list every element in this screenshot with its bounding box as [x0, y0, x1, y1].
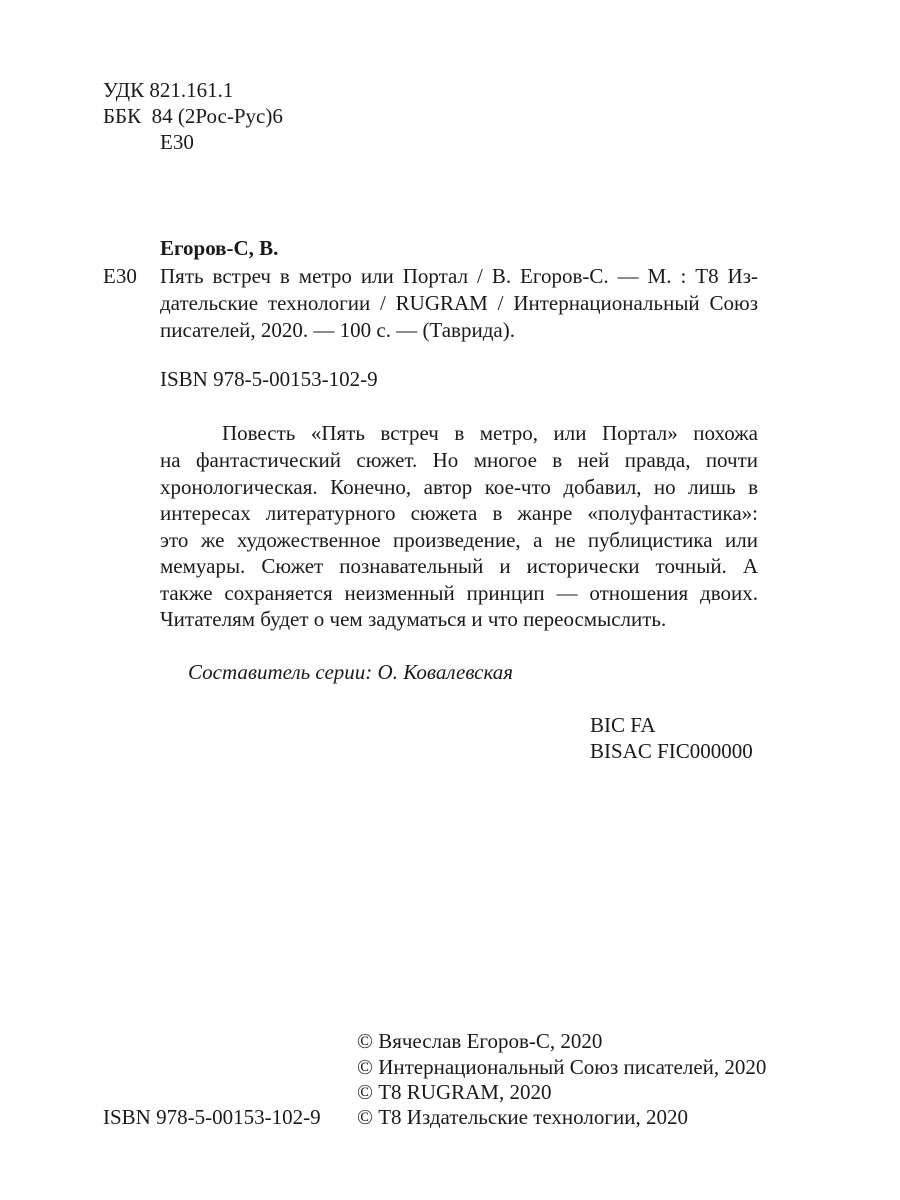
author-mark: Е30 [160, 130, 194, 154]
annotation-line: Читателям будет о чем задуматься и что переосмыслить. [160, 607, 667, 631]
udk-code: УДК 821.161.1 [103, 78, 234, 102]
catalog-mark: Е30 [103, 264, 137, 288]
copyright-line: © Т8 RUGRAM, 2020 [357, 1080, 552, 1104]
bisac-code: BISAC FIC000000 [590, 739, 753, 763]
footer-isbn: ISBN 978-5-00153-102-9 [103, 1105, 321, 1129]
annotation-line: Повесть «Пять встреч в метро, или Портал» похожа [160, 421, 758, 445]
copyright-line: © Вячеслав Егоров-С, 2020 [357, 1029, 603, 1053]
author-heading: Егоров-С, В. [160, 236, 279, 260]
annotation-line: также сохраняется неизменный принцип — отношения двоих. [160, 581, 758, 605]
annotation-line: хронологическая. Конечно, автор кое-что добавил, но лишь в [160, 475, 758, 499]
catalog-isbn: ISBN 978-5-00153-102-9 [160, 367, 378, 391]
bbk-code: ББК 84 (2Рос-Рус)6 [103, 104, 283, 128]
copyright-line: © Интернациональный Союз писателей, 2020 [357, 1055, 767, 1079]
description-line: Пять встреч в метро или Портал / В. Егоров-С. — М. : Т8 Из- [160, 264, 758, 288]
description-line: дательские технологии / RUGRAM / Интернациональный Союз [160, 291, 758, 315]
annotation-line: на фантастический сюжет. Но многое в ней правда, почти [160, 448, 758, 472]
annotation-line: интересах литературного сюжета в жанре «полуфантастика»: [160, 501, 758, 525]
bic-code: BIC FA [590, 713, 656, 737]
series-editor: Составитель серии: О. Ковалевская [188, 660, 514, 684]
copyright-line: © Т8 Издательские технологии, 2020 [357, 1105, 688, 1129]
annotation-line: мемуары. Сюжет познавательный и исторически точный. А [160, 554, 758, 578]
description-line: писателей, 2020. — 100 с. — (Таврида). [160, 318, 515, 342]
annotation-line: это же художественное произведение, а не публицистика или [160, 528, 758, 552]
